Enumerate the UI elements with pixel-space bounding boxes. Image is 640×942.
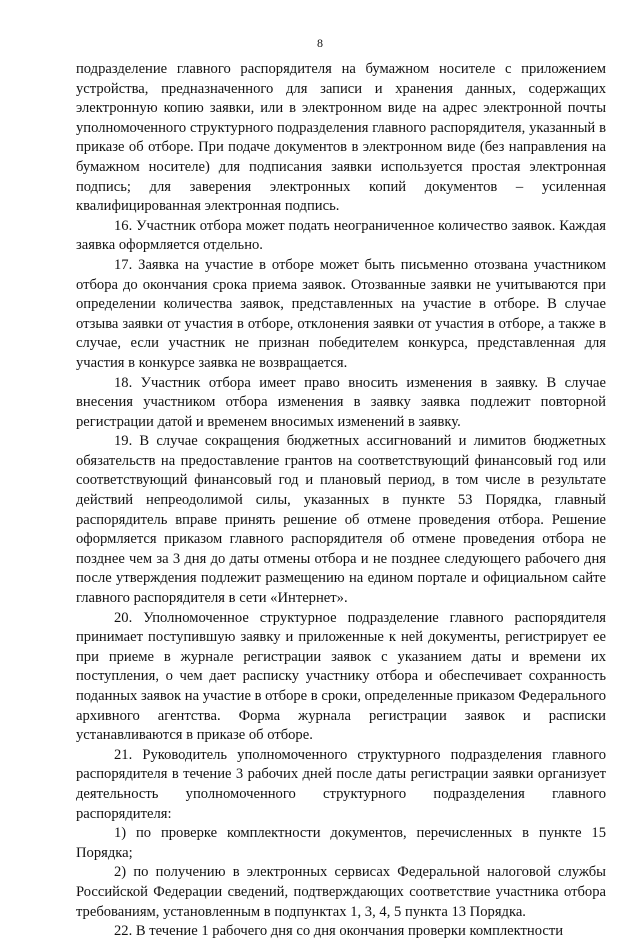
paragraph-21: 21. Руководитель уполномоченного структурного подразделения главного распорядителя в течение 3 рабочих дней после даты регистрации заявки организует деятельность уполномоченного структурного подразделения главного распорядителя: (76, 746, 606, 822)
paragraph-continuation: подразделение главного распорядителя на бумажном носителе с приложением устройства, предназначенного для записи и хранения данных, содержащих электронную копию заявки, или в электронном виде на адрес электронной почты уполномоченного структурного подразделения главного распорядителя, указанный в приказе об отборе. При подаче документов в электронном виде (без направления на бумажном носителе) для подписания заявки используется простая электронная подпись; для заверения электронных копий документов – усиленная квалифицированная электронная подпись. (76, 61, 606, 215)
paragraph-19: 19. В случае сокращения бюджетных ассигнований и лимитов бюджетных обязательств на предоставление грантов на соответствующий финансовый год или соответствующий финансовый год и плановый период, в том числе в результате действий непреодолимой силы, указанных в пункте 53 Порядка, главный распорядитель вправе принять решение об отмене проведения отбора. Решение оформляется приказом главного распорядителя об отмене проведения отбора не позднее чем за 3 дня до даты отмены отбора и не позднее следующего рабочего дня после утверждения подлежит размещению на едином портале и официальном сайте главного распорядителя в сети «Интернет». (76, 433, 606, 607)
paragraph-22: 22. В течение 1 рабочего дня со дня окончания проверки комплектности (114, 923, 564, 940)
paragraph-18: 18. Участник отбора имеет право вносить изменения в заявку. В случае внесения участником отбора изменения в заявку заявка подлежит повторной регистрации датой и временем вносимых изменений в заявку. (76, 374, 606, 430)
paragraph-16: 16. Участник отбора может подать неограниченное количество заявок. Каждая заявка оформляется отдельно. (76, 217, 606, 254)
paragraph-20: 20. Уполномоченное структурное подразделение главного распорядителя принимает поступившую заявку и приложенные к ней документы, регистрирует ее при приеме в журнале регистрации заявок с указанием даты и времени их поступления, о чем дает расписку участнику отбора и обеспечивает сохранность поданных заявок на участие в отборе в сроки, определенные приказом Федерального архивного агентства. Форма журнала регистрации заявок и расписки устанавливаются в приказе об отборе. (76, 609, 606, 744)
paragraph-17: 17. Заявка на участие в отборе может быть письменно отозвана участником отбора до окончания срока приема заявок. Отозванные заявки не учитываются при определении количества заявок, представленных на участие в отборе. В случае отзыва заявки от участия в отборе, отклонения заявки от участия в отборе, а также в случае, если участник не признан победителем конкурса, представленная для участия в конкурсе заявка не возвращается. (76, 256, 606, 371)
paragraph-21-item-2: 2) по получению в электронных сервисах Федеральной налоговой службы Российской Федерации сведений, подтверждающих соответствие участника отбора требованиям, установленным в подпунктах 1, 3, 4, 5 пункта 13 Порядка. (76, 864, 606, 920)
paragraph-21-item-1: 1) по проверке комплектности документов, перечисленных в пункте 15 Порядка; (76, 825, 606, 861)
document-body (76, 60, 606, 942)
page-number: 8 (317, 36, 323, 50)
